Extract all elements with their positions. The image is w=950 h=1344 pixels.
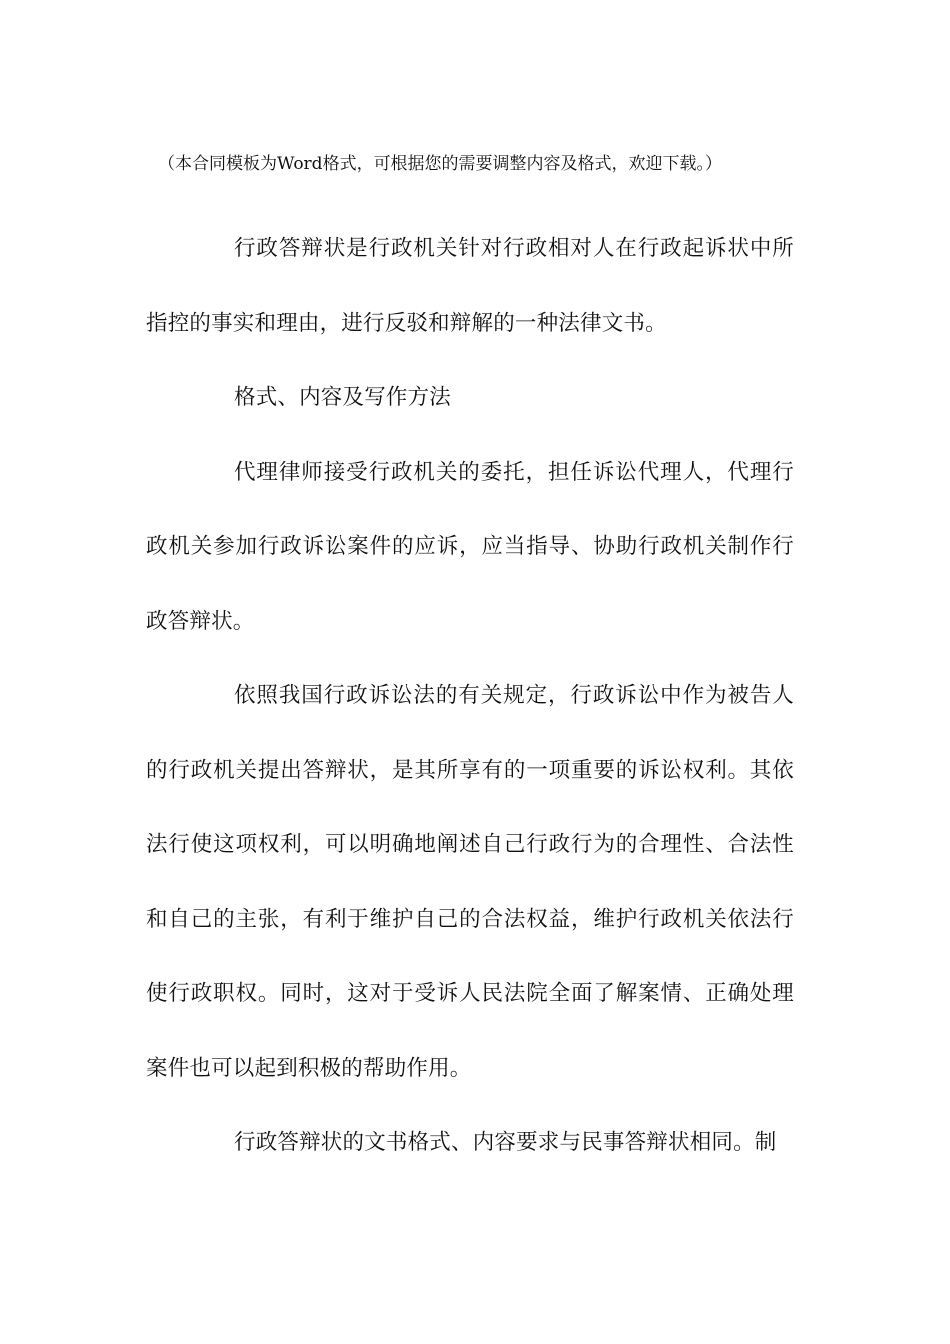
template-note: （本合同模板为Word格式，可根据您的需要调整内容及格式，欢迎下载。） — [158, 154, 723, 174]
paragraph-lawyer-role: 代理律师接受行政机关的委托，担任诉讼代理人，代理行政机关参加行政诉讼案件的应诉，应当指导、协助行政机关制作行政答辩状。 — [146, 459, 794, 634]
document-body — [146, 212, 794, 1181]
paragraph-definition: 行政答辩状是行政机关针对行政相对人在行政起诉状中所指控的事实和理由，进行反驳和辩解的一种法律文书。 — [146, 236, 794, 336]
paragraph-heading: 格式、内容及写作方法 — [234, 385, 452, 410]
paragraph-format: 行政答辩状的文书格式、内容要求与民事答辩状相同。制 — [234, 1130, 777, 1155]
paragraph-legal-basis: 依照我国行政诉讼法的有关规定，行政诉讼中作为被告人的行政机关提出答辩状，是其所享有的一项重要的诉讼权利。其依法行使这项权利，可以明确地阐述自己行政行为的合理性、合法性和自己的主张，有利于维护自己的合法权益，维护行政机关依法行使行政职权。同时，这对于受诉人民法院全面了解案情、正确处理案件也可以起到积极的帮助作用。 — [146, 683, 794, 1081]
